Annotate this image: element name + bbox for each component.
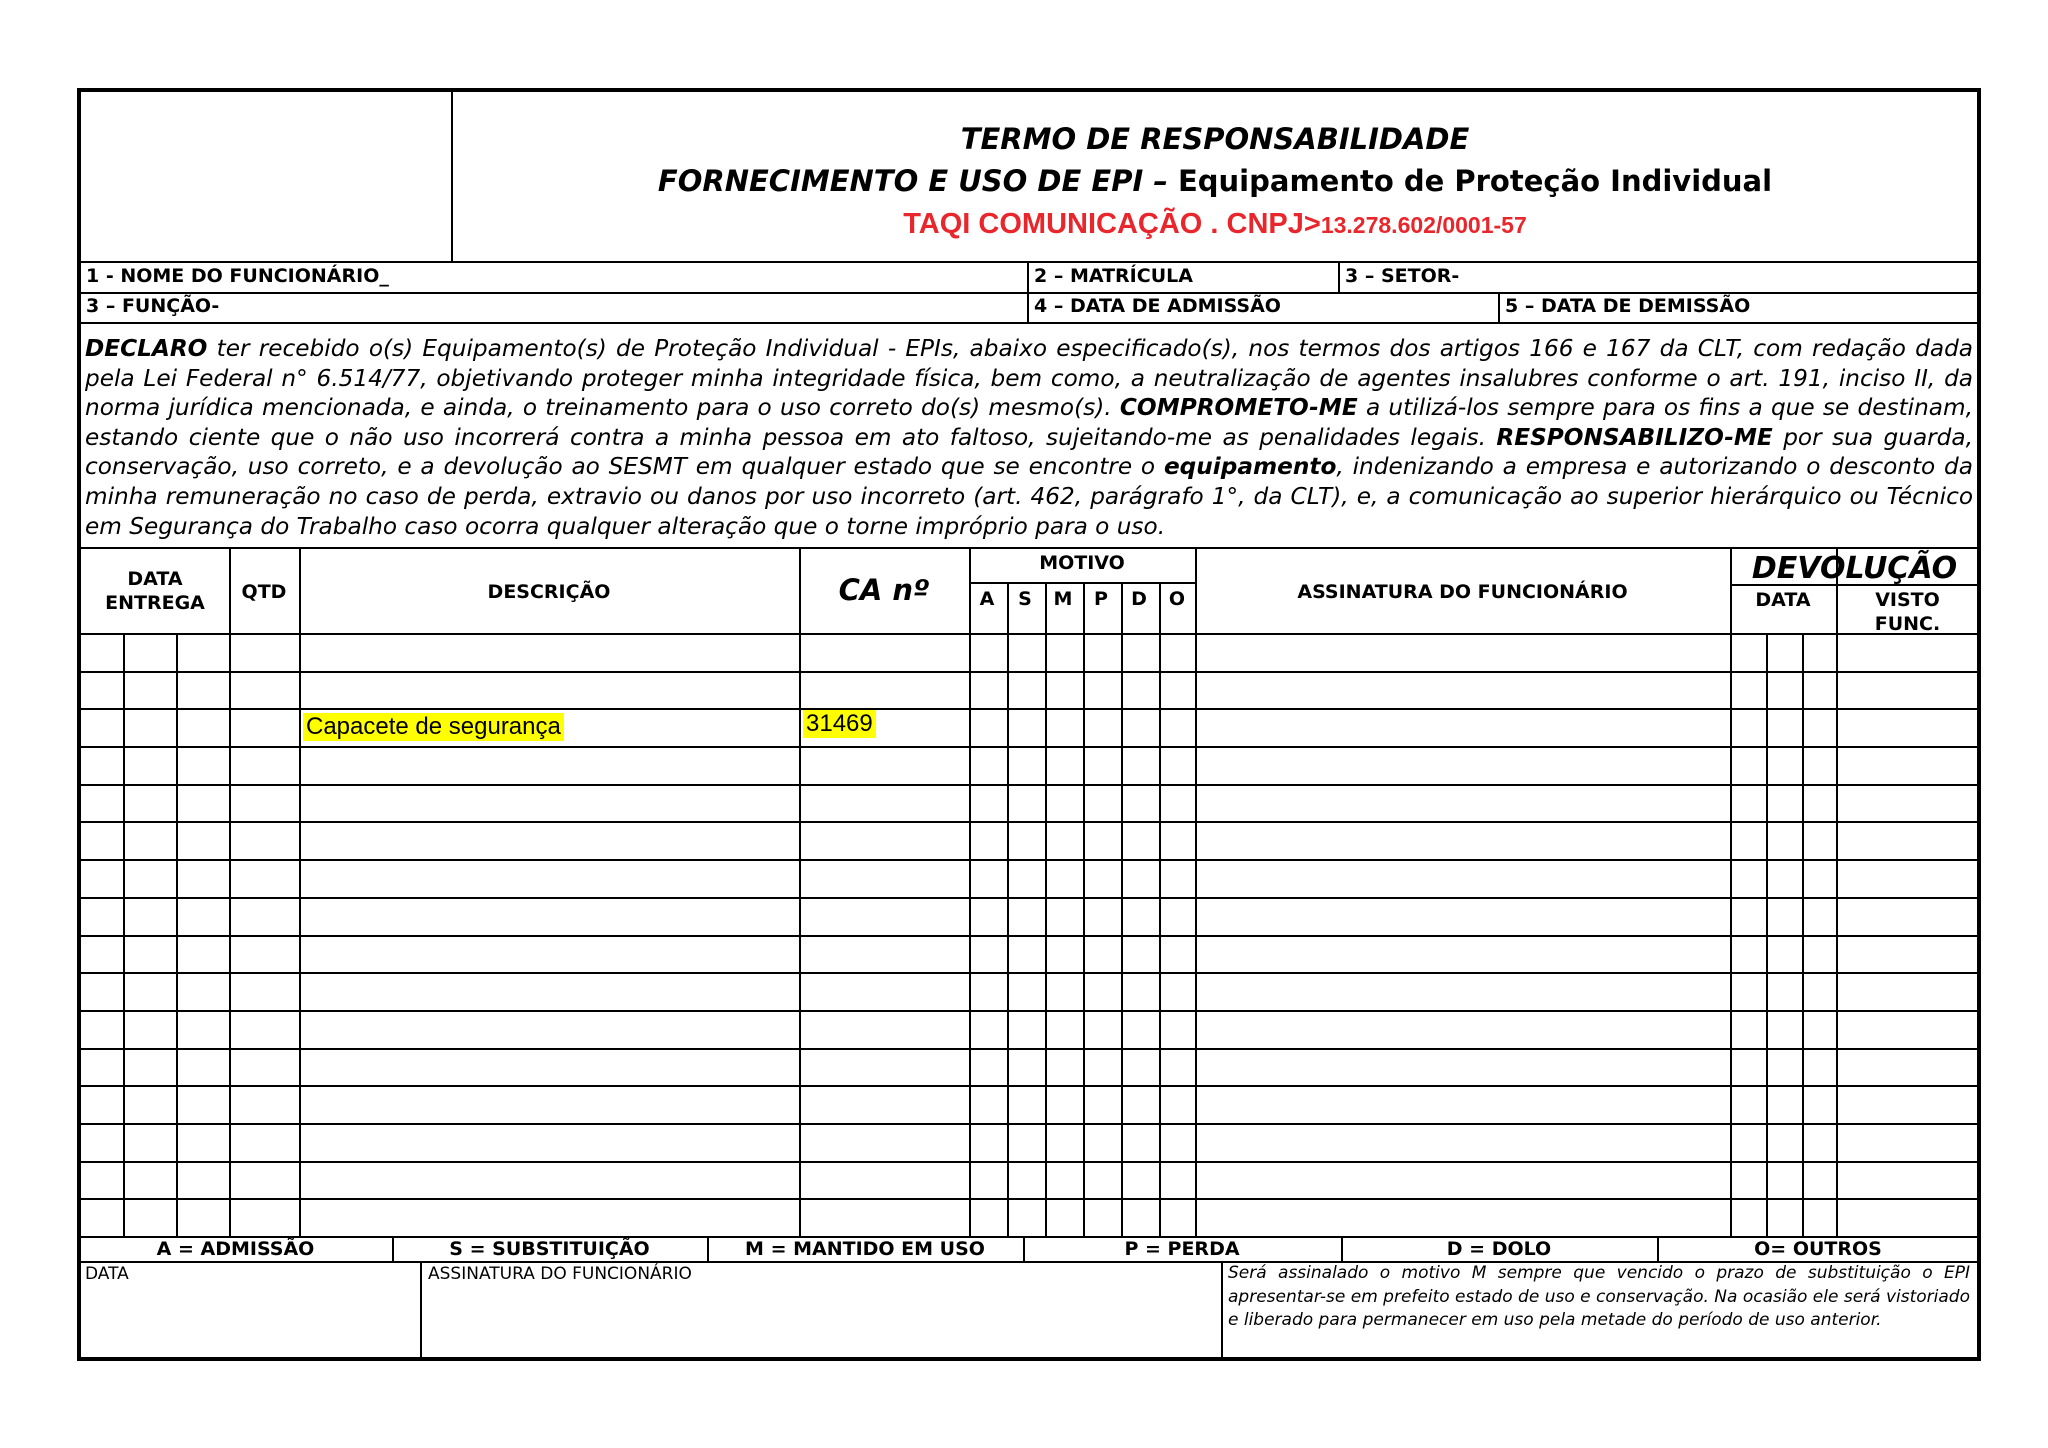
legend-divider: [707, 1236, 709, 1262]
declaration-text: [85, 334, 1973, 541]
footer-data-label[interactable]: DATA: [85, 1264, 129, 1284]
subtitle-rest: Equipamento de Proteção Individual: [1167, 164, 1773, 198]
divider-setor: [1338, 262, 1340, 293]
declaro-keyword: DECLARO: [85, 335, 208, 362]
row-ca-cell[interactable]: 31469: [803, 710, 876, 738]
table-row-line: [79, 671, 1979, 673]
logo-box: [81, 92, 451, 262]
table-row-line: [79, 1161, 1979, 1163]
motivo-letter-a: A: [979, 588, 995, 610]
motivo-header-underline: [969, 582, 1195, 584]
table-row-line: [79, 708, 1979, 710]
motivo-letter-p: P: [1094, 588, 1108, 610]
col-header-ca: CA nº: [838, 573, 930, 607]
table-row-line: [79, 1198, 1979, 1200]
legend-divider: [392, 1236, 394, 1262]
col-header-qtd: QTD: [241, 581, 287, 603]
dev-visto-label: VISTO: [1875, 589, 1940, 611]
table-row-line: [79, 1048, 1979, 1050]
legend-item: M = MANTIDO EM USO: [745, 1238, 985, 1260]
legend-divider: [1341, 1236, 1343, 1262]
company-name: TAQI COMUNICAÇÃO . CNPJ>: [903, 208, 1321, 240]
table-row-line: [79, 821, 1979, 823]
dev-data-sub-col-line: [1766, 633, 1768, 1236]
footer-divider-1: [420, 1262, 422, 1357]
declaration-part-2: a utilizá-los sempre para os fins a que se destinam, estando ciente que o não uso incorrerá contra a minha pessoa em ato faltoso, sujeitando-me as penalidades legais.: [85, 394, 1973, 451]
declaration-part-4: , indenizando a empresa e autorizando o desconto da minha remuneração no caso de perda, extravio ou danos por uso incorreto (art. 462, parágrafo 1°, da CLT), e, a comunicação ao superior hierárquico ou Técnico em Segurança do Trabalho caso ocorra qualquer alteração que o torne impróprio para o uso.: [85, 453, 1973, 540]
divider-fields-1: [79, 292, 1979, 294]
subtitle-emphasis: FORNECIMENTO E USO DE EPI –: [657, 164, 1168, 198]
table-col-line: [799, 547, 801, 1236]
motivo-label: MOTIVO: [1039, 552, 1125, 574]
data-sub-col-line: [123, 633, 125, 1236]
divider-header: [79, 261, 1979, 263]
declaration-part-1: ter recebido o(s) Equipamento(s) de Proteção Individual - EPIs, abaixo especificado(s), nos termos dos artigos 166 e 167 da CLT, com redação dada pela Lei Federal n° 6.514/77, objetivando proteger minha integridade física, bem como, a neutralização de agentes insalubres conforme o art. 191, inciso II, da norma jurídica mencionada, e ainda, o treinamento para o uso correto do(s) mesmo(s).: [85, 335, 1973, 422]
motivo-sub-col-line: [1007, 582, 1009, 1236]
form-subtitle: [455, 164, 1975, 198]
legend-item: P = PERDA: [1124, 1238, 1240, 1260]
field-nome-funcionario[interactable]: 1 - NOME DO FUNCIONÁRIO_: [86, 265, 389, 287]
col-header-dev-data: DATA: [1755, 589, 1811, 611]
table-row-line: [79, 1085, 1979, 1087]
motivo-sub-col-line: [1159, 582, 1161, 1236]
motivo-letter-s: S: [1018, 588, 1032, 610]
field-data-admissao[interactable]: 4 – DATA DE ADMISSÃO: [1034, 295, 1281, 317]
dev-data-sub-col-line: [1802, 633, 1804, 1236]
dev-func-label: FUNC.: [1874, 613, 1941, 635]
motivo-letter-d: D: [1131, 588, 1147, 610]
col-header-dev-visto: [1836, 588, 1979, 636]
col-header-descricao: DESCRIÇÃO: [487, 581, 611, 603]
dev-header-split: [1836, 584, 1838, 633]
comprometo-keyword: COMPROMETO-ME: [1119, 394, 1358, 422]
col-header-entrega: ENTREGA: [105, 592, 205, 614]
table-col-line: [229, 547, 231, 1236]
table-col-line: [299, 547, 301, 1236]
legend-item: D = DOLO: [1446, 1238, 1552, 1260]
devolucao-header-underline: [1730, 584, 1979, 586]
table-row-line: [79, 935, 1979, 937]
motivo-sub-col-line: [1083, 582, 1085, 1236]
field-funcao[interactable]: 3 – FUNÇÃO-: [86, 295, 220, 317]
table-row-line: [79, 1010, 1979, 1012]
form-title: TERMO DE RESPONSABILIDADE: [960, 122, 1470, 156]
field-matricula[interactable]: 2 – MATRÍCULA: [1034, 265, 1193, 287]
motivo-letter-m: M: [1053, 588, 1073, 610]
footer-divider-2: [1221, 1262, 1223, 1357]
legend-item: S = SUBSTITUIÇÃO: [449, 1238, 650, 1260]
devolucao-label: DEVOLUÇÃO: [1751, 551, 1958, 586]
legend-item: O= OUTROS: [1754, 1238, 1882, 1260]
field-setor[interactable]: 3 – SETOR-: [1345, 265, 1460, 287]
table-top-border: [79, 547, 1979, 549]
table-row-line: [79, 972, 1979, 974]
motivo-letter-o: O: [1168, 588, 1186, 610]
table-col-line: [1730, 547, 1732, 1236]
table-row-line: [79, 784, 1979, 786]
table-row-line: [79, 633, 1979, 635]
col-header-data: DATA: [127, 568, 183, 590]
declaration-part-3: por sua guarda, conservação, uso correto, e a devolução ao SESMT em qualquer estado que se encontre o: [85, 423, 1973, 481]
col-header-assinatura: ASSINATURA DO FUNCIONÁRIO: [1297, 581, 1628, 603]
motivo-sub-col-line: [1121, 582, 1123, 1236]
divider-matricula: [1027, 262, 1029, 323]
responsabilizo-keyword: RESPONSABILIZO-ME: [1496, 423, 1773, 451]
divider-fields-2: [79, 322, 1979, 324]
legend-item: A = ADMISSÃO: [156, 1238, 315, 1260]
company-cnpj: 13.278.602/0001-57: [1320, 212, 1527, 238]
table-col-line: [1836, 547, 1838, 1236]
footer-assinatura-label[interactable]: ASSINATURA DO FUNCIONÁRIO: [428, 1264, 692, 1284]
equipamento-keyword: equipamento: [1163, 453, 1337, 481]
table-row-line: [79, 746, 1979, 748]
logo-box-divider: [451, 90, 453, 262]
table-col-line: [1195, 547, 1197, 1236]
footer-note: Será assinalado o motivo M sempre que vencido o prazo de substituição o EPI apresentar-se em prefeito estado de uso e conservação. Na ocasião ele será vistoriado e liberado para permanecer em uso pela metade do período de uso anterior.: [1228, 1263, 1970, 1330]
company-line: [455, 208, 1975, 241]
motivo-sub-col-line: [1045, 582, 1047, 1236]
legend-divider: [1023, 1236, 1025, 1262]
table-row-line: [79, 1123, 1979, 1125]
data-sub-col-line: [176, 633, 178, 1236]
divider-demissao: [1498, 293, 1500, 323]
table-col-line: [969, 547, 971, 1236]
field-data-demissao[interactable]: 5 – DATA DE DEMISSÃO: [1505, 295, 1751, 317]
table-row-line: [79, 859, 1979, 861]
legend-divider: [1657, 1236, 1659, 1262]
table-row-line: [79, 897, 1979, 899]
col-header-data-entrega: [81, 567, 229, 615]
row-descricao-cell[interactable]: Capacete de segurança: [303, 713, 564, 741]
